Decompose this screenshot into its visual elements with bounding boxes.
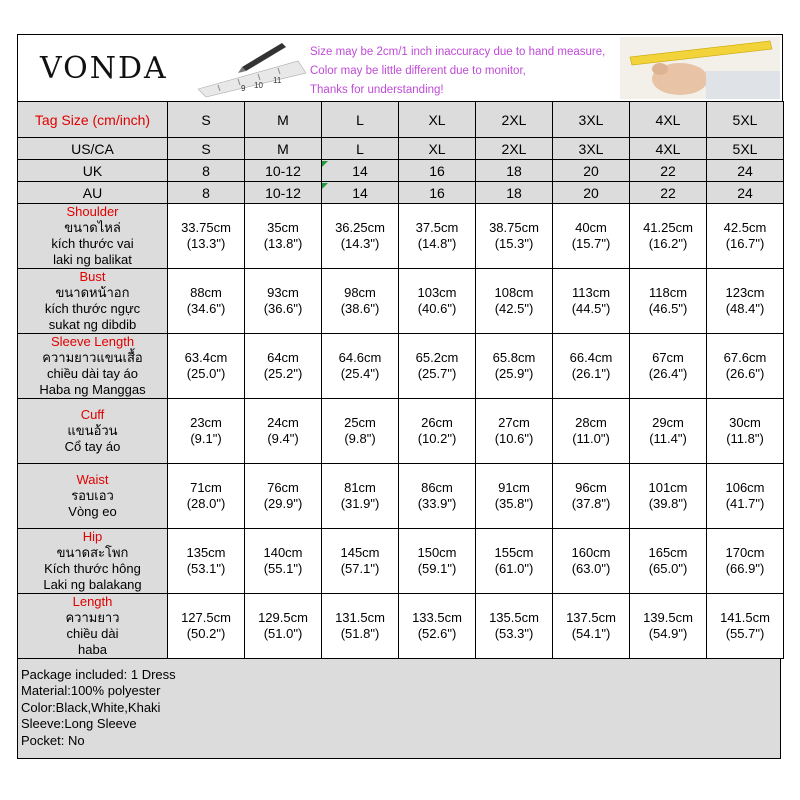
measurement-name: Waist	[76, 472, 109, 487]
disclaimer-notes	[310, 43, 605, 100]
note-line: Color may be little different due to monitor,	[310, 65, 526, 77]
value-inch: (50.2")	[186, 626, 226, 641]
conversion-row	[18, 160, 784, 182]
measurement-name: Sleeve Length	[50, 334, 135, 349]
measurement-value-cell	[245, 334, 322, 399]
conversion-value-cell: 22	[630, 160, 707, 182]
value-cm: 28cm	[575, 415, 607, 430]
measurement-value-cell	[630, 269, 707, 334]
measurement-value-cell	[476, 269, 553, 334]
measurement-row	[18, 269, 784, 334]
measurement-name: Bust	[79, 269, 106, 284]
measurement-label-cell	[18, 399, 168, 464]
measurement-value-cell	[476, 334, 553, 399]
size-chart	[17, 34, 783, 759]
value-cm: 26cm	[421, 415, 453, 430]
conversion-value-cell: 5XL	[707, 138, 784, 160]
value-cm: 96cm	[575, 480, 607, 495]
measurement-value-cell	[168, 204, 245, 269]
conversion-label-cell: AU	[18, 182, 168, 204]
measurement-value-cell	[168, 594, 245, 659]
size-header-cell: M	[245, 102, 322, 138]
value-inch: (25.2")	[263, 366, 303, 381]
value-inch: (33.9")	[417, 496, 457, 511]
ruler-number: 10	[254, 81, 263, 90]
value-cm: 63.4cm	[184, 350, 228, 365]
measurement-label-cell	[18, 529, 168, 594]
value-inch: (63.0")	[571, 561, 611, 576]
measurement-value-cell	[707, 334, 784, 399]
measurement-translation: Vòng eo	[68, 504, 117, 519]
conversion-value-cell: 22	[630, 182, 707, 204]
value-inch: (25.0")	[186, 366, 226, 381]
value-cm: 106cm	[725, 480, 765, 495]
measurement-value-cell	[553, 464, 630, 529]
conversion-value-cell: 8	[168, 160, 245, 182]
measurement-value-cell	[707, 204, 784, 269]
measurement-translation: แขนอ้วน	[67, 423, 118, 438]
value-cm: 81cm	[344, 480, 376, 495]
measurement-name: Shoulder	[66, 204, 119, 219]
conversion-value-cell: 10-12	[245, 160, 322, 182]
measurement-translation: Laki ng balakang	[43, 577, 142, 592]
value-cm: 98cm	[344, 285, 376, 300]
value-inch: (15.3")	[494, 236, 534, 251]
measurement-value-cell	[476, 464, 553, 529]
size-header-cell: 4XL	[630, 102, 707, 138]
measurement-value-cell	[399, 334, 476, 399]
measurement-row	[18, 334, 784, 399]
detail-line: Material:100% polyester	[21, 683, 161, 699]
value-cm: 41.25cm	[643, 220, 693, 235]
value-cm: 65.8cm	[492, 350, 536, 365]
measurement-value-cell	[168, 399, 245, 464]
value-inch: (37.8")	[571, 496, 611, 511]
value-cm: 140cm	[263, 545, 303, 560]
measurement-value-cell	[553, 594, 630, 659]
value-inch: (54.1")	[571, 626, 611, 641]
value-cm: 155cm	[494, 545, 534, 560]
value-cm: 76cm	[267, 480, 299, 495]
value-cm: 131.5cm	[335, 610, 385, 625]
value-cm: 36.25cm	[335, 220, 385, 235]
measurement-name: Cuff	[80, 407, 105, 422]
value-inch: (53.1")	[186, 561, 226, 576]
measurement-translation: Cổ tay áo	[64, 439, 121, 454]
value-inch: (54.9")	[648, 626, 688, 641]
conversion-value-cell: 10-12	[245, 182, 322, 204]
size-table	[17, 101, 784, 659]
value-cm: 133.5cm	[412, 610, 462, 625]
value-cm: 135cm	[186, 545, 226, 560]
measurement-label-cell	[18, 594, 168, 659]
measurement-value-cell	[399, 269, 476, 334]
measurement-name: Hip	[82, 529, 103, 544]
value-inch: (16.7")	[725, 236, 765, 251]
conversion-value-cell: 4XL	[630, 138, 707, 160]
measurement-value-cell	[476, 204, 553, 269]
cell-comment-marker	[322, 183, 328, 189]
value-cm: 93cm	[267, 285, 299, 300]
size-header-cell: 5XL	[707, 102, 784, 138]
value-cm: 139.5cm	[643, 610, 693, 625]
value-inch: (11.4")	[649, 431, 687, 446]
conversion-value-cell: 14	[322, 160, 399, 182]
value-cm: 64cm	[267, 350, 299, 365]
measurement-label-cell	[18, 269, 168, 334]
value-inch: (57.1")	[340, 561, 380, 576]
value-cm: 23cm	[190, 415, 222, 430]
value-cm: 25cm	[344, 415, 376, 430]
value-inch: (42.5")	[494, 301, 534, 316]
value-inch: (31.9")	[340, 496, 380, 511]
value-cm: 108cm	[494, 285, 534, 300]
value-inch: (61.0")	[494, 561, 534, 576]
value-cm: 170cm	[725, 545, 765, 560]
value-inch: (10.2")	[417, 431, 457, 446]
measurement-value-cell	[168, 529, 245, 594]
measurement-value-cell	[553, 399, 630, 464]
measurement-value-cell	[630, 464, 707, 529]
measurement-value-cell	[399, 594, 476, 659]
measurement-value-cell	[245, 269, 322, 334]
value-inch: (36.6")	[263, 301, 303, 316]
value-inch: (51.8")	[340, 626, 380, 641]
conversion-value-cell: 18	[476, 182, 553, 204]
measurement-translation: Haba ng Manggas	[39, 382, 146, 397]
measurement-translation: chiều dài	[66, 626, 119, 641]
value-cm: 123cm	[725, 285, 765, 300]
measurement-value-cell	[322, 204, 399, 269]
measurement-translation: ขนาดสะโพก	[56, 545, 129, 560]
conversion-value-cell: 16	[399, 160, 476, 182]
value-inch: (55.1")	[263, 561, 303, 576]
measurement-translation: haba	[78, 642, 107, 657]
value-cm: 38.75cm	[489, 220, 539, 235]
value-inch: (13.3")	[186, 236, 226, 251]
measurement-translation: รอบเอว	[71, 488, 114, 503]
size-header-cell: XL	[399, 102, 476, 138]
value-cm: 35cm	[267, 220, 299, 235]
detail-line: Sleeve:Long Sleeve	[21, 716, 137, 732]
value-cm: 71cm	[190, 480, 222, 495]
measurement-translation: sukat ng dibdib	[48, 317, 137, 332]
measurement-value-cell	[399, 529, 476, 594]
measurement-value-cell	[476, 399, 553, 464]
product-details	[17, 659, 781, 759]
measurement-value-cell	[707, 269, 784, 334]
brand-logo: VONDA	[40, 51, 168, 86]
value-cm: 118cm	[648, 285, 688, 300]
measurement-value-cell	[322, 594, 399, 659]
value-inch: (34.6")	[186, 301, 226, 316]
measurement-translation: ความยาว	[65, 610, 120, 625]
value-inch: (59.1")	[417, 561, 457, 576]
header-row	[18, 102, 784, 138]
size-header-cell: L	[322, 102, 399, 138]
value-inch: (52.6")	[417, 626, 457, 641]
value-inch: (44.5")	[571, 301, 611, 316]
value-cm: 42.5cm	[723, 220, 767, 235]
value-inch: (65.0")	[648, 561, 688, 576]
banner	[17, 34, 783, 101]
conversion-value-cell: 16	[399, 182, 476, 204]
measurement-translation: kích thước ngực	[44, 301, 141, 316]
conversion-value-cell: 24	[707, 182, 784, 204]
measurement-label-cell	[18, 334, 168, 399]
value-inch: (13.8")	[263, 236, 303, 251]
value-inch: (16.2")	[648, 236, 688, 251]
conversion-value-cell: XL	[399, 138, 476, 160]
measurement-name: Length	[72, 594, 113, 609]
value-inch: (28.0")	[186, 496, 226, 511]
measurement-label-cell	[18, 204, 168, 269]
value-inch: (35.8")	[494, 496, 534, 511]
measurement-value-cell	[168, 464, 245, 529]
conversion-label-cell: UK	[18, 160, 168, 182]
value-cm: 137.5cm	[566, 610, 616, 625]
measurement-value-cell	[630, 399, 707, 464]
measurement-value-cell	[630, 594, 707, 659]
measurement-translation: chiều dài tay áo	[46, 366, 139, 381]
measurement-value-cell	[245, 399, 322, 464]
value-inch: (40.6")	[417, 301, 457, 316]
value-cm: 101cm	[648, 480, 688, 495]
value-cm: 113cm	[571, 285, 611, 300]
ruler-pen-illustration	[198, 39, 308, 97]
value-cm: 64.6cm	[338, 350, 382, 365]
conversion-value-cell: 20	[553, 182, 630, 204]
measurement-value-cell	[707, 464, 784, 529]
value-inch: (9.4")	[267, 431, 299, 446]
value-cm: 40cm	[575, 220, 607, 235]
value-inch: (11.8")	[726, 431, 764, 446]
value-cm: 165cm	[648, 545, 688, 560]
conversion-value-cell: S	[168, 138, 245, 160]
conversion-value-cell: 14	[322, 182, 399, 204]
measurement-row	[18, 464, 784, 529]
conversion-value-cell: 8	[168, 182, 245, 204]
measurement-value-cell	[245, 204, 322, 269]
measurement-translation: kích thước vai	[51, 236, 134, 251]
measurement-translation: laki ng balikat	[53, 252, 132, 267]
measurement-value-cell	[399, 204, 476, 269]
measurement-value-cell	[630, 529, 707, 594]
measurement-value-cell	[399, 399, 476, 464]
size-table-body	[18, 102, 784, 659]
value-cm: 24cm	[267, 415, 299, 430]
value-cm: 65.2cm	[415, 350, 459, 365]
value-cm: 129.5cm	[258, 610, 308, 625]
measurement-value-cell	[322, 529, 399, 594]
measurement-value-cell	[245, 594, 322, 659]
size-header-cell: 3XL	[553, 102, 630, 138]
value-cm: 141.5cm	[720, 610, 770, 625]
detail-line: Pocket: No	[21, 732, 85, 748]
value-cm: 30cm	[729, 415, 761, 430]
value-cm: 88cm	[190, 285, 222, 300]
conversion-value-cell: 18	[476, 160, 553, 182]
measurement-translation: ขนาดไหล่	[64, 220, 121, 235]
value-cm: 67.6cm	[723, 350, 767, 365]
value-cm: 27cm	[498, 415, 530, 430]
value-inch: (25.9")	[494, 366, 534, 381]
measurement-value-cell	[553, 269, 630, 334]
value-cm: 160cm	[571, 545, 611, 560]
value-inch: (55.7")	[725, 626, 765, 641]
value-inch: (46.5")	[648, 301, 688, 316]
conversion-value-cell: 3XL	[553, 138, 630, 160]
conversion-row	[18, 138, 784, 160]
value-cm: 103cm	[417, 285, 457, 300]
hand-tape-measure-illustration	[620, 37, 780, 99]
value-cm: 127.5cm	[181, 610, 231, 625]
value-inch: (48.4")	[725, 301, 765, 316]
measurement-value-cell	[707, 594, 784, 659]
value-cm: 135.5cm	[489, 610, 539, 625]
value-inch: (39.8")	[648, 496, 688, 511]
value-inch: (51.0")	[263, 626, 303, 641]
ruler-number: 11	[273, 76, 282, 85]
header-label-cell: Tag Size (cm/inch)	[18, 102, 168, 138]
value-cm: 37.5cm	[415, 220, 459, 235]
measurement-value-cell	[168, 334, 245, 399]
conversion-value-cell: 24	[707, 160, 784, 182]
value-inch: (38.6")	[340, 301, 380, 316]
value-inch: (14.3")	[340, 236, 380, 251]
measurement-value-cell	[707, 399, 784, 464]
value-cm: 66.4cm	[569, 350, 613, 365]
note-line: Thanks for understanding!	[310, 84, 444, 96]
measurement-row	[18, 529, 784, 594]
value-inch: (66.9")	[725, 561, 765, 576]
conversion-value-cell: M	[245, 138, 322, 160]
measurement-value-cell	[553, 334, 630, 399]
value-inch: (29.9")	[263, 496, 303, 511]
ruler-number: 9	[241, 84, 246, 93]
measurement-value-cell	[322, 334, 399, 399]
measurement-translation: ความยาวแขนเสื้อ	[42, 350, 143, 365]
measurement-value-cell	[322, 399, 399, 464]
measurement-value-cell	[322, 464, 399, 529]
size-header-cell: S	[168, 102, 245, 138]
cell-comment-marker	[322, 161, 328, 167]
value-inch: (53.3")	[494, 626, 534, 641]
value-inch: (9.8")	[344, 431, 376, 446]
conversion-value-cell: 20	[553, 160, 630, 182]
detail-line: Color:Black,White,Khaki	[21, 699, 161, 715]
size-header-cell: 2XL	[476, 102, 553, 138]
value-cm: 67cm	[652, 350, 684, 365]
measurement-value-cell	[476, 529, 553, 594]
measurement-row	[18, 594, 784, 659]
note-line: Size may be 2cm/1 inch inaccuracy due to hand measure,	[310, 46, 606, 58]
measurement-value-cell	[476, 594, 553, 659]
value-inch: (10.6")	[494, 431, 534, 446]
value-cm: 150cm	[417, 545, 457, 560]
value-cm: 91cm	[498, 480, 530, 495]
value-cm: 86cm	[421, 480, 453, 495]
measurement-value-cell	[245, 464, 322, 529]
conversion-row	[18, 182, 784, 204]
value-cm: 145cm	[340, 545, 380, 560]
measurement-value-cell	[399, 464, 476, 529]
measurement-translation: Kích thước hông	[44, 561, 141, 576]
measurement-value-cell	[245, 529, 322, 594]
measurement-value-cell	[322, 269, 399, 334]
value-inch: (26.1")	[571, 366, 611, 381]
measurement-value-cell	[553, 529, 630, 594]
measurement-value-cell	[630, 334, 707, 399]
measurement-translation: ขนาดหน้าอก	[55, 285, 130, 300]
measurement-label-cell	[18, 464, 168, 529]
measurement-value-cell	[168, 269, 245, 334]
conversion-value-cell: L	[322, 138, 399, 160]
conversion-value-cell: 2XL	[476, 138, 553, 160]
conversion-label-cell: US/CA	[18, 138, 168, 160]
value-inch: (9.1")	[190, 431, 222, 446]
value-inch: (26.6")	[725, 366, 765, 381]
value-inch: (15.7")	[571, 236, 611, 251]
measurement-row	[18, 204, 784, 269]
value-inch: (11.0")	[572, 431, 610, 446]
measurement-value-cell	[707, 529, 784, 594]
value-inch: (26.4")	[648, 366, 688, 381]
value-inch: (14.8")	[417, 236, 457, 251]
value-inch: (25.4")	[340, 366, 380, 381]
measurement-value-cell	[553, 204, 630, 269]
measurement-row	[18, 399, 784, 464]
value-cm: 29cm	[652, 415, 684, 430]
detail-line: Package included: 1 Dress	[21, 667, 176, 682]
measurement-value-cell	[630, 204, 707, 269]
value-inch: (41.7")	[725, 496, 765, 511]
value-inch: (25.7")	[417, 366, 457, 381]
value-cm: 33.75cm	[181, 220, 231, 235]
